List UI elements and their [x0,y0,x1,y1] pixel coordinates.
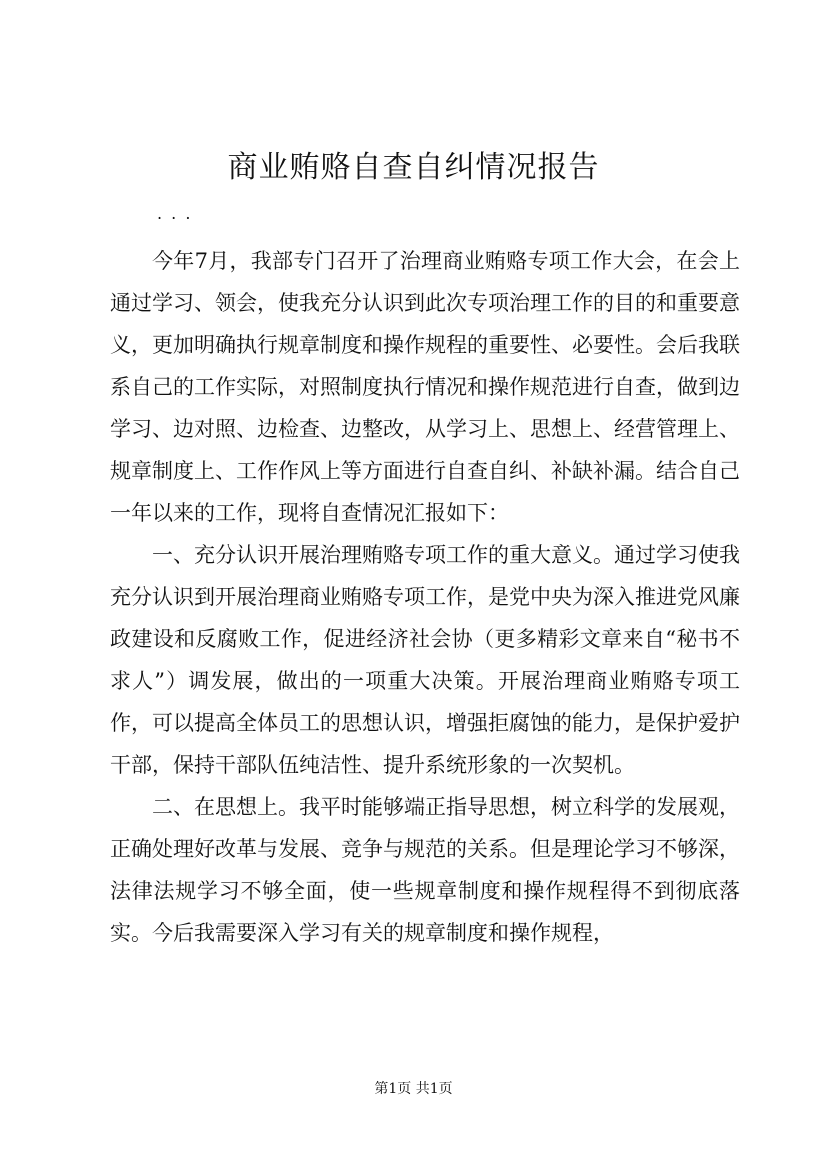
paragraph-section-one: 一、充分认识开展治理贿赂专项工作的重大意义。通过学习使我充分认识到开展治理商业贿赂专项工作，是党中央为深入推进党风廉政建设和反腐败工作，促进经济社会协（更多精彩文章来自“秘书不求人”）调发展，做出的一项重大决策。开展治理商业贿赂专项工作，可以提高全体员工的思想认识，增强拒腐蚀的能力，是保护爱护干部，保持干部队伍纯洁性、提升系统形象的一次契机。 [110,543,740,777]
document-title: 商业贿赂自查自纠情况报告 [227,150,600,185]
document-body [110,240,740,954]
page-footer: 第1页 共1页 [374,1081,453,1097]
ellipsis-marker: . . . [157,204,193,223]
paragraph-intro: 今年7月，我部专门召开了治理商业贿赂专项工作大会，在会上通过学习、领会，使我充分认识到此次专项治理工作的目的和重要意义，更加明确执行规章制度和操作规程的重要性、必要性。会后我联系自己的工作实际，对照制度执行情况和操作规范进行自查，做到边学习、边对照、边检查、边整改，从学习上、思想上、经营管理上、规章制度上、工作作风上等方面进行自查自纠、补缺补漏。结合自己一年以来的工作，现将自查情况汇报如下： [110,249,740,525]
paragraph-section-two: 二、在思想上。我平时能够端正指导思想，树立科学的发展观，正确处理好改革与发展、竞争与规范的关系。但是理论学习不够深，法律法规学习不够全面，使一些规章制度和操作规程得不到彻底落实。今后我需要深入学习有关的规章制度和操作规程， [110,795,740,945]
